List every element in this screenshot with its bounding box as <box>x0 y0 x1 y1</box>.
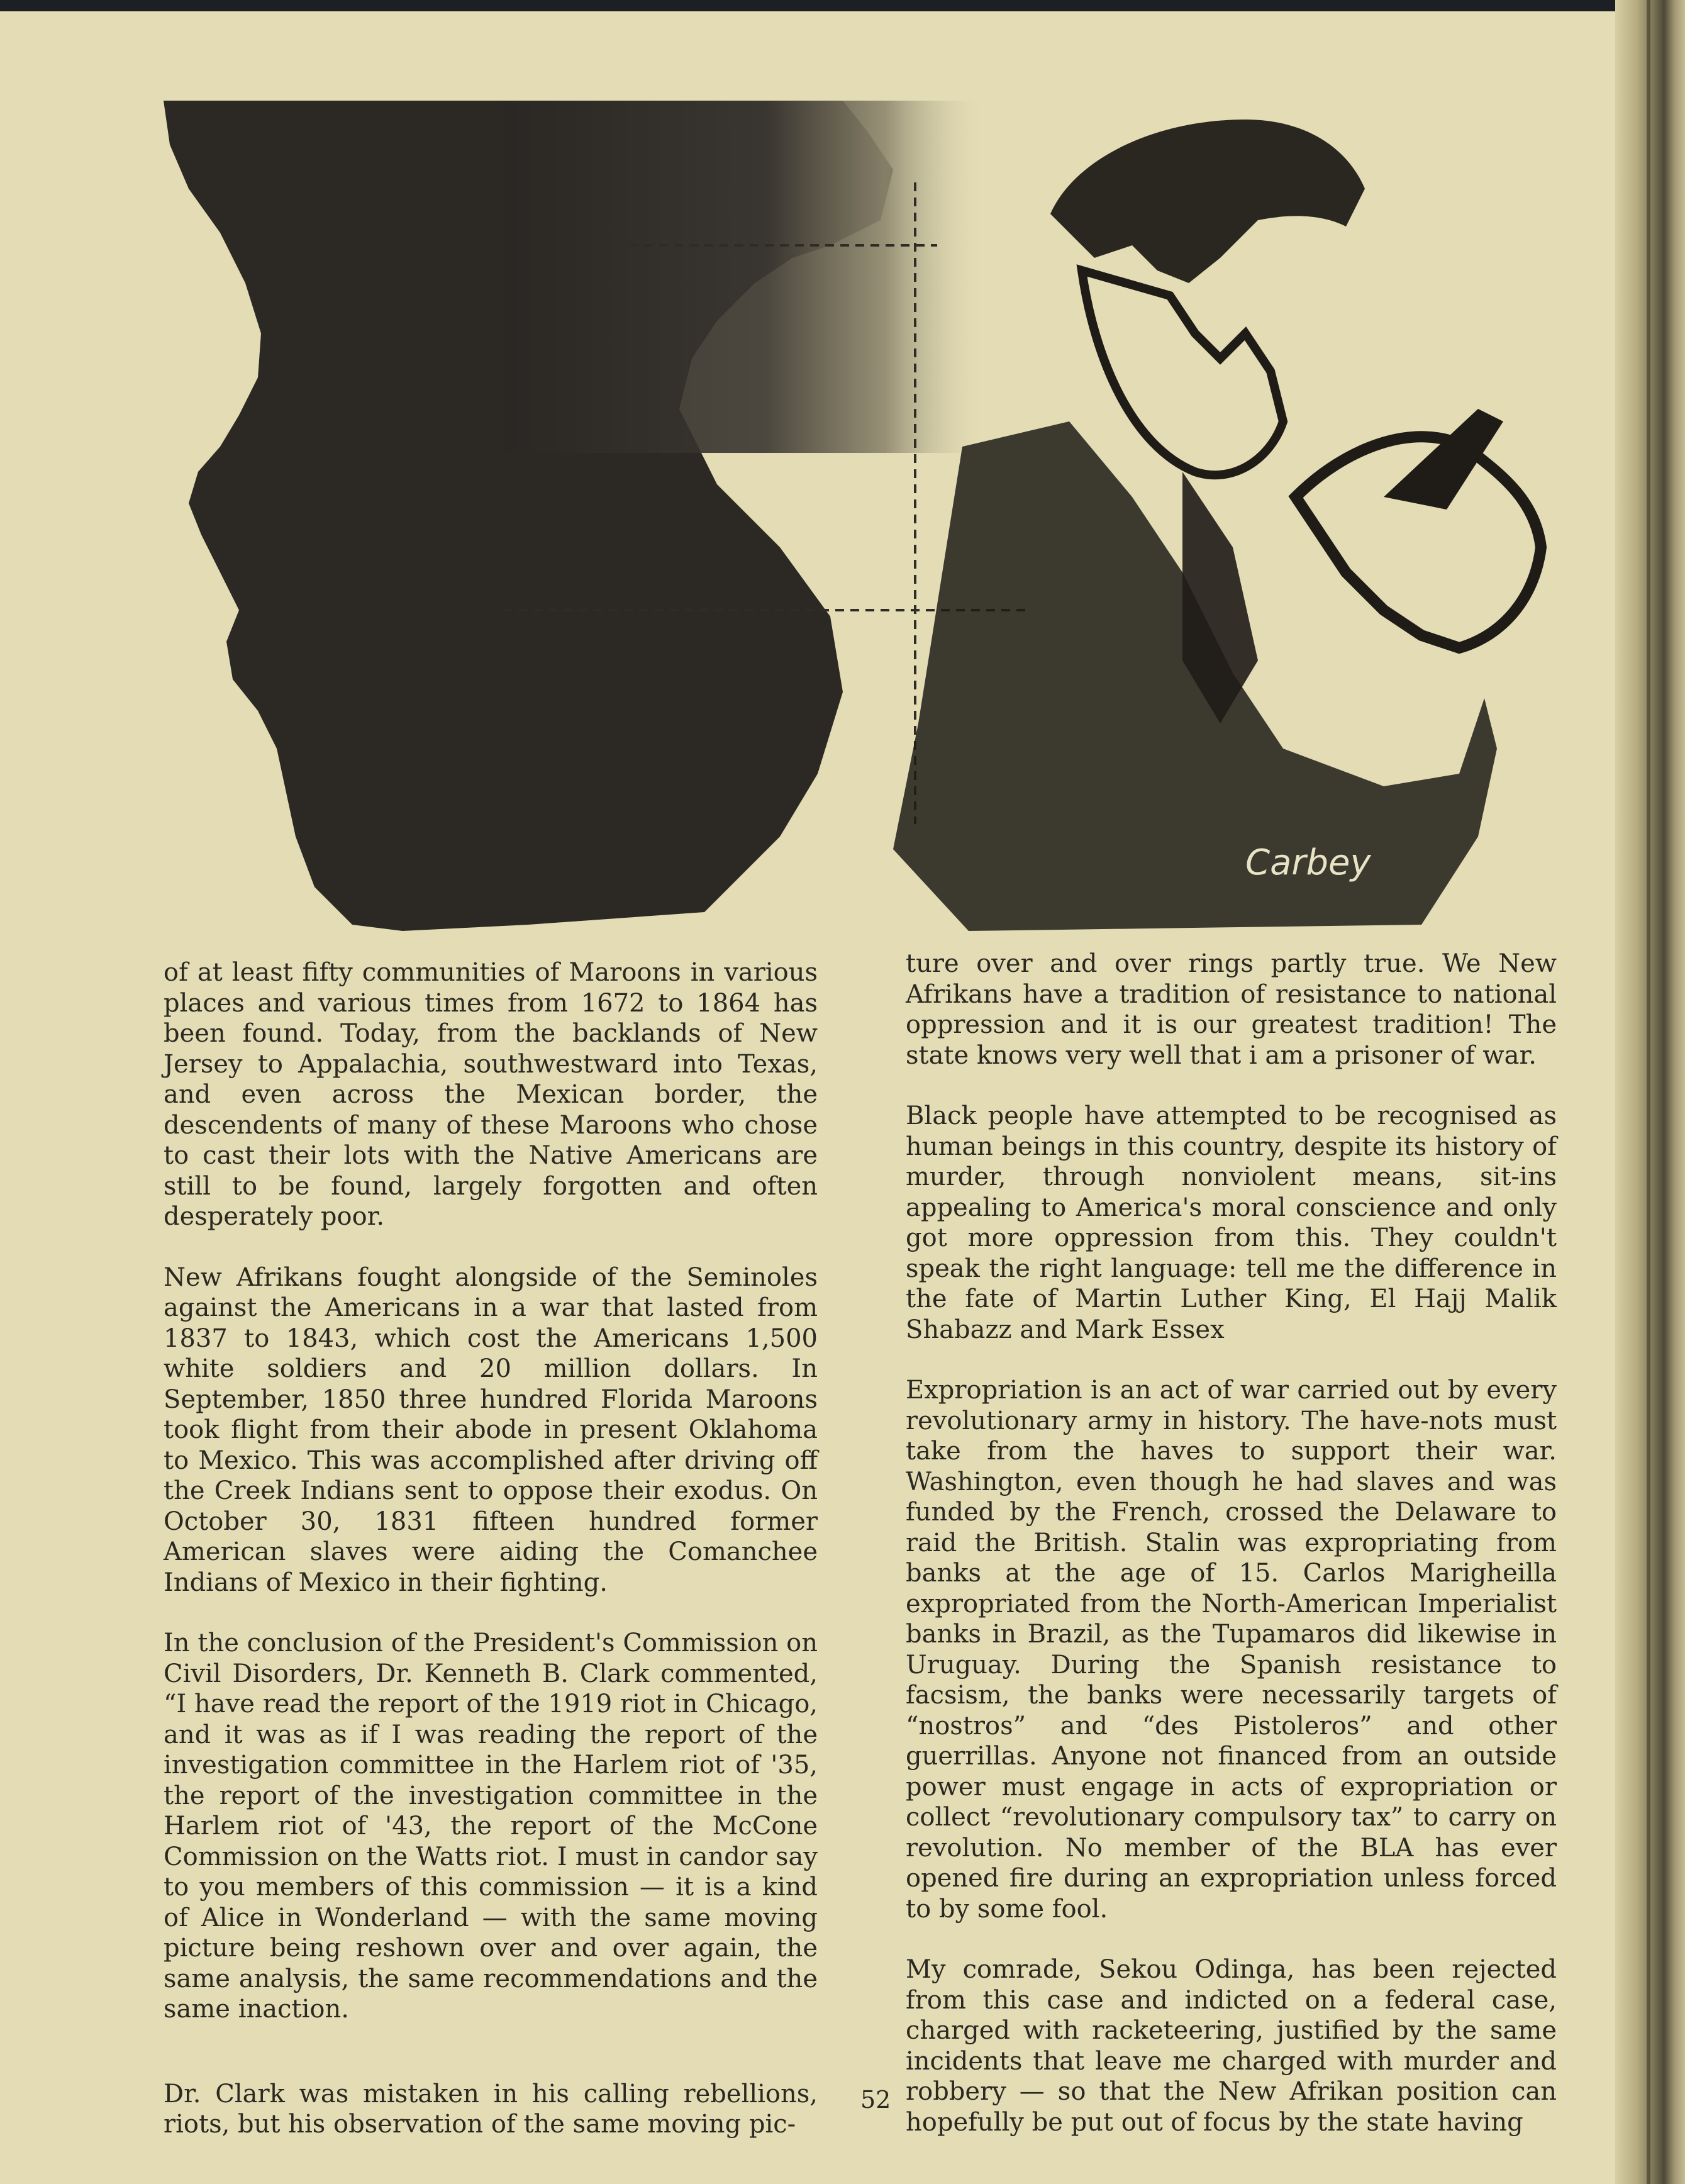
page-top-edge <box>0 0 1685 11</box>
paragraph: ture over and over rings partly true. We New Afrikans have a tradition of resistance to national oppression and it is our greatest tradition! The state knows very well that i am a prisoner of war. <box>906 949 1557 1070</box>
pointing-man <box>893 120 1541 931</box>
binding-crease <box>1647 0 1650 2184</box>
paragraph: New Afrikans fought alongside of the Seminoles against the Americans in a war that lasted from 1837 to 1843, which cost the Americans 1,500 white soldiers and 20 million dollars. In September, 1850 three hundred Florida Maroons took flight from their abode in present Oklahoma to Mexico. This was accomplished after driving off the Creek Indians sent to oppose their exodus. On October 30, 1831 fifteen hundred former American slaves were aiding the Comanchee Indians of Mexico in their fighting. <box>164 1262 818 1597</box>
page-number: 52 <box>860 2086 891 2114</box>
text-column-right <box>906 949 1557 2168</box>
paragraph: Dr. Clark was mistaken in his calling rebellions, riots, but his observation of the same moving pic- <box>164 2079 818 2139</box>
shade-band <box>503 101 981 453</box>
paragraph: of at least fifty communities of Maroons in various places and various times from 1672 to 1864 has been found. Today, from the backlands of New Jersey to Appalachia, southwestward into Texas, and even across the Mexican border, the descendents of many of these Maroons who chose to cast their lots with the Native Americans are still to be found, largely forgotten and often desperately poor. <box>164 958 818 1231</box>
artist-signature: Carbey <box>1245 842 1371 883</box>
text-column-left <box>164 957 818 2170</box>
paragraph: My comrade, Sekou Odinga, has been rejected from this case and indicted on a federal case, charged with racketeering, justified by the same incidents that leave me charged with murder and robbery — so that the New Afrikan position can hopefully be put out of focus by the state having <box>906 1955 1557 2137</box>
paragraph: In the conclusion of the President's Commission on Civil Disorders, Dr. Kenneth B. Clark commented, “I have read the report of the 1919 riot in Chicago, and it was as if I was reading the report of the investigation committee in the Harlem riot of '35, the report of the investigation committee in the Harlem riot of '43, the report of the McCone Commission on the Watts riot. I must in candor say to you members of this commission — it is a kind of Alice in Wonderland — with the same moving picture being reshown over and over again, the same analysis, the same recommendations and the same inaction. <box>164 1629 818 2024</box>
illustration <box>151 94 1547 937</box>
paragraph: Expropriation is an act of war carried out by every revolutionary army in history. The have-nots must take from the haves to support their war. Washington, even though he had slaves and was funded by the French, crossed the Delaware to raid the British. Stalin was expropriating from banks at the age of 15. Carlos Marigheilla expropriated from the North-American Imperialist banks in Brazil, as the Tupamaros did likewise in Uruguay. During the Spanish resistance to facsism, the banks were necessarily targets of “nostros” and “des Pistoleros” and other guerrillas. Anyone not financed from an outside power must engage in acts of expropriation or collect “revolutionary compulsory tax” to carry on revolution. No member of the BLA has ever opened fire during an expropriation unless forced to by some fool. <box>906 1376 1557 1924</box>
paragraph: Black people have attempted to be recognised as human beings in this country, despite its history of murder, through nonviolent means, sit-ins appealing to America's moral conscience and only got more oppression from this. They couldn't speak the right language: tell me the difference in the fate of Martin Luther King, El Hajj Malik Shabazz and Mark Essex <box>906 1101 1557 1344</box>
